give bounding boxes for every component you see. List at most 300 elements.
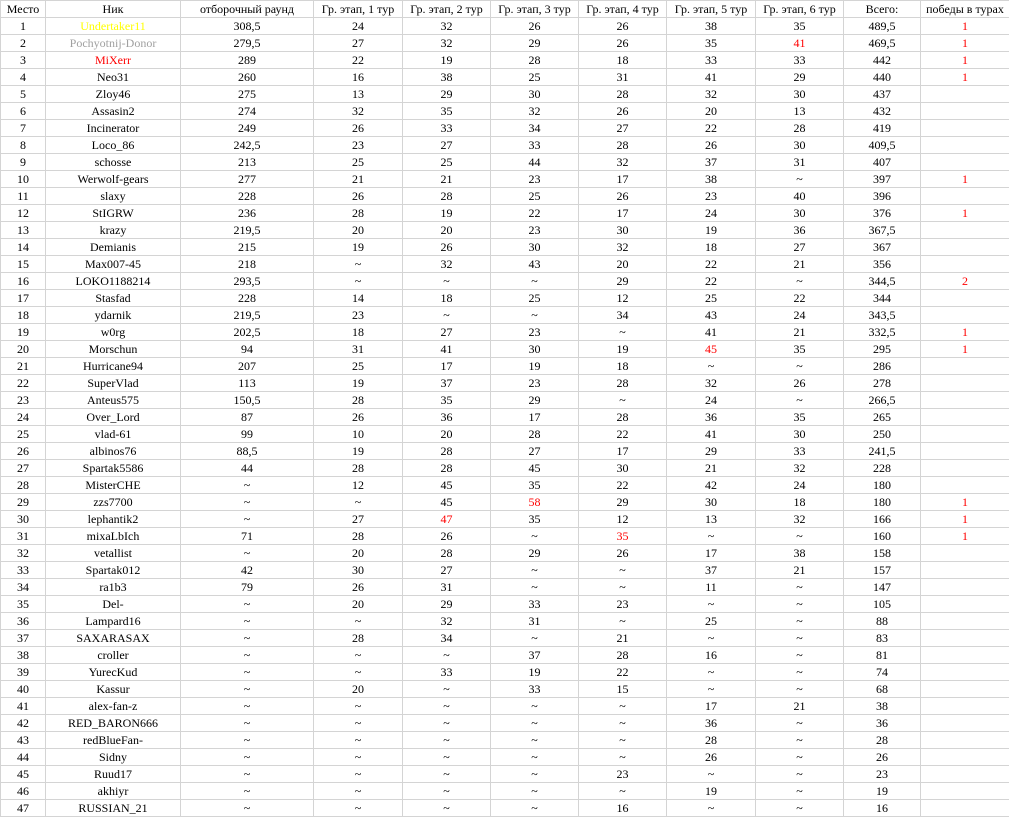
qualifying-cell: ~: [181, 477, 314, 494]
place-cell: 21: [1, 358, 46, 375]
qualifying-cell: ~: [181, 800, 314, 817]
place-cell: 24: [1, 409, 46, 426]
total-cell: 26: [844, 749, 921, 766]
tour-3-cell: 17: [491, 409, 579, 426]
tour-wins-cell: [921, 630, 1009, 647]
tour-1-cell: 23: [314, 307, 403, 324]
nick-cell: Neo31: [46, 69, 181, 86]
table-row: [1, 715, 1009, 732]
table-row: [1, 596, 1009, 613]
table-row: [1, 511, 1009, 528]
nick-cell: MisterCHE: [46, 477, 181, 494]
tour-4-cell: ~: [579, 783, 667, 800]
place-cell: 12: [1, 205, 46, 222]
tour-wins-cell: [921, 783, 1009, 800]
total-cell: 419: [844, 120, 921, 137]
tour-2-cell: 20: [403, 222, 491, 239]
table-row: [1, 154, 1009, 171]
tour-wins-cell: 1: [921, 528, 1009, 545]
tour-4-cell: 26: [579, 188, 667, 205]
place-cell: 44: [1, 749, 46, 766]
tour-1-cell: ~: [314, 256, 403, 273]
nick-cell: redBlueFan-: [46, 732, 181, 749]
nick-cell: ra1b3: [46, 579, 181, 596]
tour-2-cell: 20: [403, 426, 491, 443]
tour-2-cell: 28: [403, 545, 491, 562]
tour-2-cell: 21: [403, 171, 491, 188]
total-cell: 286: [844, 358, 921, 375]
tour-5-cell: ~: [667, 358, 756, 375]
total-cell: 83: [844, 630, 921, 647]
table-row: [1, 86, 1009, 103]
tour-2-cell: ~: [403, 749, 491, 766]
tour-6-cell: ~: [756, 681, 844, 698]
tour-3-cell: 33: [491, 596, 579, 613]
place-cell: 46: [1, 783, 46, 800]
tour-4-cell: 23: [579, 596, 667, 613]
qualifying-cell: 42: [181, 562, 314, 579]
tour-4-cell: 23: [579, 766, 667, 783]
qualifying-cell: ~: [181, 545, 314, 562]
tour-4-cell: 26: [579, 545, 667, 562]
tour-1-cell: ~: [314, 732, 403, 749]
header-row: [1, 1, 1009, 18]
qualifying-cell: 213: [181, 154, 314, 171]
tour-4-cell: 17: [579, 443, 667, 460]
qualifying-cell: ~: [181, 749, 314, 766]
tour-3-cell: 29: [491, 545, 579, 562]
total-cell: 241,5: [844, 443, 921, 460]
table-row: [1, 494, 1009, 511]
nick-cell: Anteus575: [46, 392, 181, 409]
tour-4-cell: 29: [579, 273, 667, 290]
place-cell: 4: [1, 69, 46, 86]
table-row: [1, 290, 1009, 307]
place-cell: 16: [1, 273, 46, 290]
qualifying-cell: ~: [181, 783, 314, 800]
tour-5-cell: ~: [667, 664, 756, 681]
tour-5-cell: 36: [667, 409, 756, 426]
nick-cell: Pochyotnij-Donor: [46, 35, 181, 52]
tour-3-cell: ~: [491, 766, 579, 783]
tour-2-cell: ~: [403, 766, 491, 783]
qualifying-cell: 249: [181, 120, 314, 137]
tour-3-cell: 23: [491, 222, 579, 239]
tour-1-cell: 12: [314, 477, 403, 494]
tour-1-cell: 24: [314, 18, 403, 35]
tour-wins-cell: [921, 409, 1009, 426]
total-cell: 278: [844, 375, 921, 392]
tour-3-cell: 43: [491, 256, 579, 273]
table-row: [1, 749, 1009, 766]
nick-cell: Incinerator: [46, 120, 181, 137]
tour-2-cell: 38: [403, 69, 491, 86]
nick-cell: Kassur: [46, 681, 181, 698]
tour-1-cell: 25: [314, 154, 403, 171]
tour-4-cell: 18: [579, 52, 667, 69]
qualifying-cell: 113: [181, 375, 314, 392]
tour-4-cell: ~: [579, 392, 667, 409]
table-row: [1, 409, 1009, 426]
total-cell: 367: [844, 239, 921, 256]
table-row: [1, 358, 1009, 375]
tour-1-cell: 14: [314, 290, 403, 307]
tour-4-cell: 12: [579, 511, 667, 528]
tour-6-cell: 13: [756, 103, 844, 120]
tour-3-cell: 58: [491, 494, 579, 511]
nick-cell: albinos76: [46, 443, 181, 460]
nick-cell: Morschun: [46, 341, 181, 358]
tour-5-cell: 13: [667, 511, 756, 528]
qualifying-cell: ~: [181, 613, 314, 630]
qualifying-cell: 289: [181, 52, 314, 69]
tour-1-cell: ~: [314, 783, 403, 800]
table-row: [1, 256, 1009, 273]
tour-1-cell: ~: [314, 800, 403, 817]
place-cell: 14: [1, 239, 46, 256]
tour-3-cell: 33: [491, 681, 579, 698]
total-cell: 469,5: [844, 35, 921, 52]
tour-6-cell: 36: [756, 222, 844, 239]
tour-5-cell: 21: [667, 460, 756, 477]
tour-wins-cell: 2: [921, 273, 1009, 290]
place-cell: 19: [1, 324, 46, 341]
tour-3-cell: 34: [491, 120, 579, 137]
tour-5-cell: ~: [667, 681, 756, 698]
header-total: Всего:: [844, 1, 921, 18]
nick-cell: MiXerr: [46, 52, 181, 69]
tour-5-cell: 38: [667, 18, 756, 35]
tour-wins-cell: 1: [921, 69, 1009, 86]
qualifying-cell: ~: [181, 766, 314, 783]
place-cell: 35: [1, 596, 46, 613]
qualifying-cell: 218: [181, 256, 314, 273]
tour-wins-cell: [921, 613, 1009, 630]
tour-4-cell: 28: [579, 409, 667, 426]
header-group-tour-2: Гр. этап, 2 тур: [403, 1, 491, 18]
tour-1-cell: 32: [314, 103, 403, 120]
tour-6-cell: ~: [756, 715, 844, 732]
tour-4-cell: 28: [579, 86, 667, 103]
place-cell: 27: [1, 460, 46, 477]
tour-4-cell: 28: [579, 375, 667, 392]
tour-6-cell: 30: [756, 137, 844, 154]
total-cell: 160: [844, 528, 921, 545]
tour-3-cell: 29: [491, 392, 579, 409]
total-cell: 437: [844, 86, 921, 103]
total-cell: 180: [844, 477, 921, 494]
tour-1-cell: 28: [314, 205, 403, 222]
total-cell: 407: [844, 154, 921, 171]
tour-5-cell: ~: [667, 528, 756, 545]
tour-4-cell: 26: [579, 18, 667, 35]
tour-wins-cell: [921, 358, 1009, 375]
qualifying-cell: ~: [181, 647, 314, 664]
place-cell: 33: [1, 562, 46, 579]
tour-2-cell: 29: [403, 86, 491, 103]
tour-3-cell: 30: [491, 86, 579, 103]
tour-6-cell: ~: [756, 766, 844, 783]
tour-1-cell: 13: [314, 86, 403, 103]
total-cell: 74: [844, 664, 921, 681]
nick-cell: Loco_86: [46, 137, 181, 154]
place-cell: 40: [1, 681, 46, 698]
tour-2-cell: 47: [403, 511, 491, 528]
tour-wins-cell: [921, 188, 1009, 205]
header-group-tour-3: Гр. этап, 3 тур: [491, 1, 579, 18]
nick-cell: ydarnik: [46, 307, 181, 324]
tour-1-cell: 23: [314, 137, 403, 154]
tour-6-cell: 21: [756, 562, 844, 579]
tour-wins-cell: [921, 698, 1009, 715]
tour-3-cell: ~: [491, 579, 579, 596]
tour-2-cell: 32: [403, 35, 491, 52]
tour-1-cell: 20: [314, 222, 403, 239]
tour-5-cell: ~: [667, 630, 756, 647]
header-place: Место: [1, 1, 46, 18]
tour-wins-cell: [921, 596, 1009, 613]
total-cell: 266,5: [844, 392, 921, 409]
nick-cell: Hurricane94: [46, 358, 181, 375]
total-cell: 332,5: [844, 324, 921, 341]
total-cell: 68: [844, 681, 921, 698]
tour-wins-cell: 1: [921, 18, 1009, 35]
tour-3-cell: ~: [491, 698, 579, 715]
tour-4-cell: 34: [579, 307, 667, 324]
tour-wins-cell: 1: [921, 324, 1009, 341]
tour-1-cell: 28: [314, 528, 403, 545]
tour-wins-cell: [921, 800, 1009, 817]
nick-cell: Spartak012: [46, 562, 181, 579]
qualifying-cell: ~: [181, 732, 314, 749]
nick-cell: Assasin2: [46, 103, 181, 120]
qualifying-cell: 308,5: [181, 18, 314, 35]
place-cell: 38: [1, 647, 46, 664]
tour-6-cell: ~: [756, 171, 844, 188]
tour-5-cell: 19: [667, 783, 756, 800]
qualifying-cell: 236: [181, 205, 314, 222]
place-cell: 47: [1, 800, 46, 817]
qualifying-cell: 150,5: [181, 392, 314, 409]
place-cell: 36: [1, 613, 46, 630]
total-cell: 81: [844, 647, 921, 664]
tour-4-cell: ~: [579, 698, 667, 715]
total-cell: 442: [844, 52, 921, 69]
tour-wins-cell: [921, 732, 1009, 749]
place-cell: 18: [1, 307, 46, 324]
tour-3-cell: 28: [491, 426, 579, 443]
tour-2-cell: ~: [403, 647, 491, 664]
table-row: [1, 120, 1009, 137]
qualifying-cell: 202,5: [181, 324, 314, 341]
tour-6-cell: 29: [756, 69, 844, 86]
tour-3-cell: ~: [491, 732, 579, 749]
nick-cell: croller: [46, 647, 181, 664]
tour-3-cell: 25: [491, 290, 579, 307]
total-cell: 367,5: [844, 222, 921, 239]
tour-5-cell: 24: [667, 205, 756, 222]
tour-6-cell: 27: [756, 239, 844, 256]
tour-6-cell: ~: [756, 528, 844, 545]
tour-6-cell: 30: [756, 205, 844, 222]
table-row: [1, 732, 1009, 749]
tour-2-cell: 25: [403, 154, 491, 171]
table-row: [1, 613, 1009, 630]
qualifying-cell: 215: [181, 239, 314, 256]
tour-3-cell: 45: [491, 460, 579, 477]
qualifying-cell: 219,5: [181, 222, 314, 239]
tour-3-cell: 32: [491, 103, 579, 120]
tour-2-cell: ~: [403, 800, 491, 817]
tour-4-cell: 20: [579, 256, 667, 273]
tour-6-cell: 32: [756, 511, 844, 528]
total-cell: 19: [844, 783, 921, 800]
tour-2-cell: ~: [403, 681, 491, 698]
tour-wins-cell: 1: [921, 171, 1009, 188]
tour-5-cell: ~: [667, 596, 756, 613]
tour-4-cell: ~: [579, 732, 667, 749]
tour-3-cell: ~: [491, 800, 579, 817]
tour-3-cell: 22: [491, 205, 579, 222]
total-cell: 88: [844, 613, 921, 630]
tour-6-cell: 32: [756, 460, 844, 477]
tour-6-cell: 30: [756, 426, 844, 443]
tour-6-cell: ~: [756, 358, 844, 375]
tour-2-cell: 32: [403, 18, 491, 35]
tour-wins-cell: [921, 222, 1009, 239]
tour-1-cell: 22: [314, 52, 403, 69]
place-cell: 20: [1, 341, 46, 358]
nick-cell: SAXARASAX: [46, 630, 181, 647]
tour-2-cell: 18: [403, 290, 491, 307]
place-cell: 7: [1, 120, 46, 137]
table-row: [1, 222, 1009, 239]
tour-5-cell: ~: [667, 766, 756, 783]
tour-6-cell: ~: [756, 613, 844, 630]
tour-1-cell: 25: [314, 358, 403, 375]
tour-4-cell: ~: [579, 613, 667, 630]
tour-1-cell: 31: [314, 341, 403, 358]
tour-1-cell: 16: [314, 69, 403, 86]
tour-wins-cell: [921, 375, 1009, 392]
tour-wins-cell: [921, 392, 1009, 409]
tour-1-cell: 19: [314, 375, 403, 392]
tour-2-cell: 26: [403, 528, 491, 545]
place-cell: 45: [1, 766, 46, 783]
tour-1-cell: ~: [314, 698, 403, 715]
nick-cell: Zloy46: [46, 86, 181, 103]
table-row: [1, 171, 1009, 188]
header-group-tour-5: Гр. этап, 5 тур: [667, 1, 756, 18]
table-row: [1, 188, 1009, 205]
tour-wins-cell: [921, 647, 1009, 664]
tour-3-cell: 37: [491, 647, 579, 664]
tour-3-cell: 30: [491, 341, 579, 358]
tour-2-cell: 19: [403, 205, 491, 222]
tour-wins-cell: 1: [921, 205, 1009, 222]
nick-cell: vlad-61: [46, 426, 181, 443]
tour-2-cell: ~: [403, 273, 491, 290]
tour-wins-cell: [921, 562, 1009, 579]
tour-3-cell: ~: [491, 783, 579, 800]
nick-cell: RED_BARON666: [46, 715, 181, 732]
place-cell: 22: [1, 375, 46, 392]
tour-2-cell: 28: [403, 188, 491, 205]
tour-6-cell: 31: [756, 154, 844, 171]
tour-2-cell: 27: [403, 562, 491, 579]
total-cell: 265: [844, 409, 921, 426]
total-cell: 344: [844, 290, 921, 307]
tour-3-cell: ~: [491, 307, 579, 324]
table-row: [1, 205, 1009, 222]
tour-3-cell: ~: [491, 630, 579, 647]
table-row: [1, 307, 1009, 324]
tour-2-cell: 45: [403, 477, 491, 494]
tour-1-cell: ~: [314, 273, 403, 290]
tour-2-cell: 29: [403, 596, 491, 613]
tour-6-cell: 22: [756, 290, 844, 307]
tour-3-cell: ~: [491, 715, 579, 732]
header-group-tour-6: Гр. этап, 6 тур: [756, 1, 844, 18]
table-row: [1, 664, 1009, 681]
table-row: [1, 528, 1009, 545]
tour-6-cell: ~: [756, 783, 844, 800]
tour-3-cell: 23: [491, 171, 579, 188]
tour-5-cell: 43: [667, 307, 756, 324]
tour-3-cell: 31: [491, 613, 579, 630]
nick-cell: LOKO1188214: [46, 273, 181, 290]
tour-6-cell: ~: [756, 630, 844, 647]
nick-cell: Ruud17: [46, 766, 181, 783]
tour-3-cell: 25: [491, 188, 579, 205]
nick-cell: krazy: [46, 222, 181, 239]
tour-3-cell: 23: [491, 324, 579, 341]
tour-6-cell: ~: [756, 749, 844, 766]
tour-3-cell: 29: [491, 35, 579, 52]
tour-2-cell: 35: [403, 392, 491, 409]
tour-2-cell: 32: [403, 256, 491, 273]
tour-6-cell: ~: [756, 392, 844, 409]
tour-2-cell: 26: [403, 239, 491, 256]
tour-2-cell: 41: [403, 341, 491, 358]
tour-wins-cell: [921, 545, 1009, 562]
tour-3-cell: 23: [491, 375, 579, 392]
qualifying-cell: 277: [181, 171, 314, 188]
tour-4-cell: 17: [579, 205, 667, 222]
tour-5-cell: 22: [667, 273, 756, 290]
nick-cell: Undertaker11: [46, 18, 181, 35]
tour-5-cell: 28: [667, 732, 756, 749]
tour-wins-cell: 1: [921, 494, 1009, 511]
tour-6-cell: ~: [756, 732, 844, 749]
tour-wins-cell: 1: [921, 52, 1009, 69]
tour-wins-cell: 1: [921, 35, 1009, 52]
tour-1-cell: 19: [314, 239, 403, 256]
tour-1-cell: ~: [314, 749, 403, 766]
place-cell: 2: [1, 35, 46, 52]
tour-5-cell: 22: [667, 256, 756, 273]
tour-5-cell: 37: [667, 562, 756, 579]
tour-wins-cell: [921, 664, 1009, 681]
nick-cell: Max007-45: [46, 256, 181, 273]
tour-5-cell: 20: [667, 103, 756, 120]
tour-1-cell: ~: [314, 715, 403, 732]
qualifying-cell: 219,5: [181, 307, 314, 324]
tour-wins-cell: [921, 307, 1009, 324]
tour-1-cell: 20: [314, 681, 403, 698]
tour-1-cell: 26: [314, 120, 403, 137]
tour-1-cell: 19: [314, 443, 403, 460]
